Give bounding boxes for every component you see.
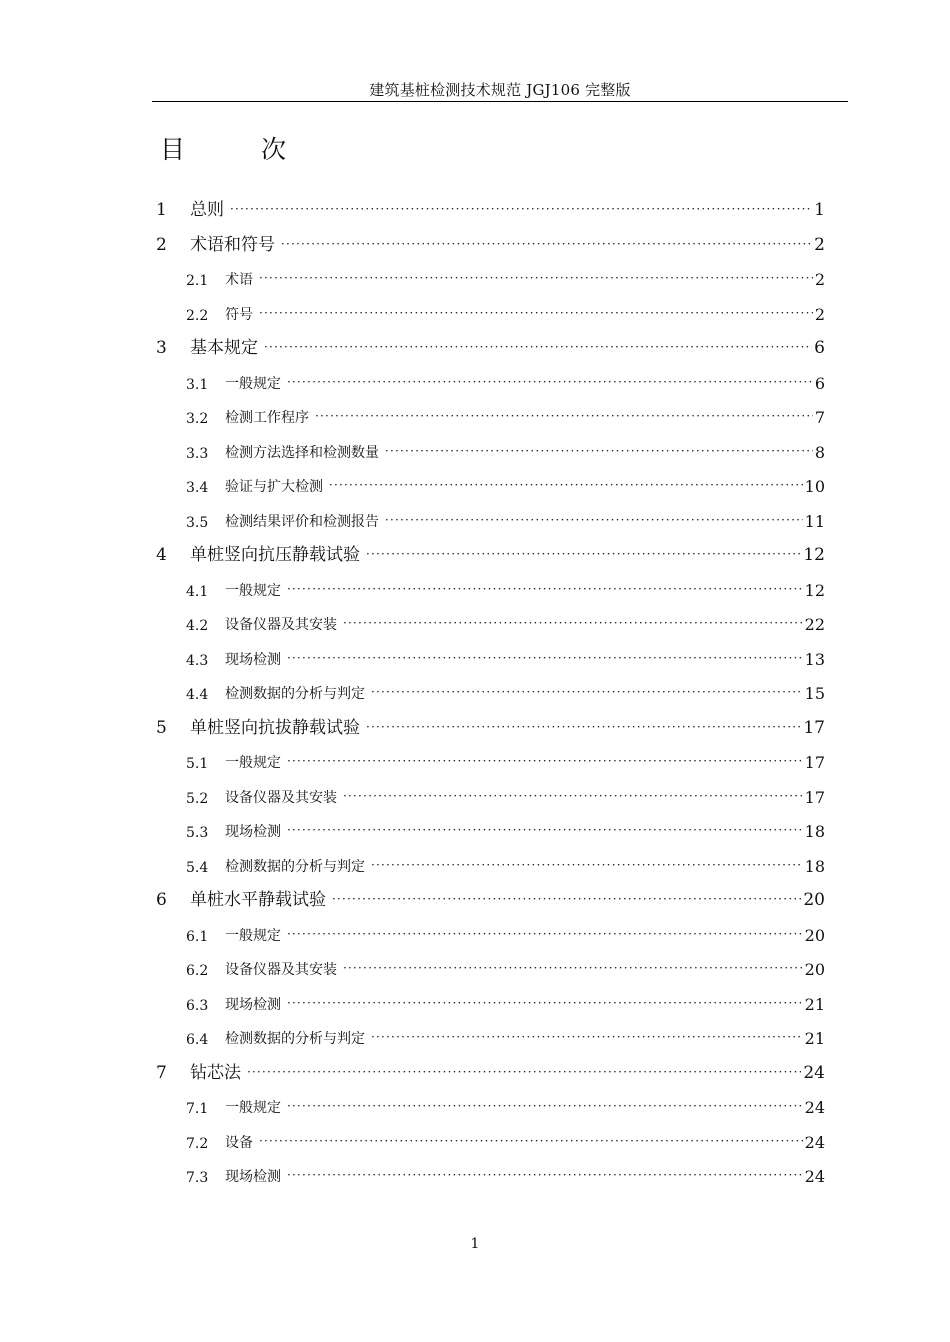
toc-entry-number: 5.4 <box>186 859 209 876</box>
toc-entry-number: 4.1 <box>186 583 209 600</box>
toc-section-row[interactable] <box>186 921 825 945</box>
toc-section-row[interactable] <box>186 679 825 703</box>
toc-entry-page: 21 <box>804 1029 825 1048</box>
toc-entry-number: 6.4 <box>186 1032 209 1048</box>
toc-entry-page: 24 <box>803 1062 825 1083</box>
toc-section-row[interactable] <box>186 507 825 531</box>
toc-chapter-row[interactable] <box>156 1057 825 1083</box>
toc-entry-title: 设备仪器及其安装 <box>225 962 337 978</box>
toc-entry-page: 21 <box>804 994 825 1014</box>
toc-entry-page: 2 <box>814 304 825 324</box>
toc-entry-number: 2 <box>156 234 167 255</box>
toc-entry-page: 18 <box>804 822 825 841</box>
toc-entry-title: 设备仪器及其安装 <box>225 789 337 806</box>
toc-chapter-row[interactable] <box>156 229 825 255</box>
dot-leader <box>287 1099 803 1113</box>
toc-entry-number: 6.2 <box>186 963 209 979</box>
toc-entry-page: 17 <box>804 787 825 807</box>
dot-leader <box>385 513 803 527</box>
toc-entry-title: 术语 <box>225 272 253 288</box>
toc-entry-title: 检测数据的分析与判定 <box>225 1031 365 1047</box>
toc-entry-title: 检测方法选择和检测数量 <box>225 444 379 461</box>
toc-entry-title: 单桩竖向抗压静载试验 <box>190 545 360 565</box>
toc-entry-number: 6 <box>156 890 167 910</box>
toc-entry-number: 3.5 <box>186 514 209 531</box>
dot-leader <box>287 375 813 389</box>
toc-section-row[interactable] <box>186 472 825 496</box>
toc-entry-title: 一般规定 <box>225 582 281 599</box>
toc-entry-page: 8 <box>814 442 825 462</box>
dot-leader <box>332 892 801 906</box>
dot-leader <box>287 1168 803 1182</box>
toc-entry-page: 20 <box>804 960 825 979</box>
dot-leader <box>343 961 803 975</box>
toc-section-row[interactable] <box>186 990 825 1014</box>
toc-entry-page: 2 <box>814 270 825 289</box>
dot-leader <box>371 1030 803 1044</box>
toc-entry-title: 单桩竖向抗拔静载试验 <box>190 717 360 738</box>
toc-entry-page: 15 <box>804 684 825 703</box>
toc-entry-number: 5.3 <box>186 825 209 841</box>
dot-leader <box>385 444 813 458</box>
toc-entry-title: 一般规定 <box>225 1100 281 1116</box>
toc-entry-page: 13 <box>804 649 825 669</box>
toc-entry-number: 3.4 <box>186 480 209 496</box>
toc-entry-page: 22 <box>804 615 825 634</box>
toc-entry-title: 现场检测 <box>225 1169 281 1185</box>
dot-leader <box>343 789 803 803</box>
dot-leader <box>371 858 803 872</box>
dot-leader <box>230 202 812 216</box>
dot-leader <box>366 720 801 734</box>
dot-leader <box>329 478 803 492</box>
toc-entry-title: 检测结果评价和检测报告 <box>225 513 379 530</box>
toc-entry-number: 7.1 <box>186 1101 209 1117</box>
toc-chapter-row[interactable] <box>156 539 825 565</box>
toc-section-row[interactable] <box>186 783 825 807</box>
toc-entry-page: 17 <box>803 717 825 738</box>
toc-entry-page: 18 <box>804 856 825 876</box>
toc-entry-title: 检测数据的分析与判定 <box>225 686 365 702</box>
toc-entry-title: 现场检测 <box>225 996 281 1013</box>
toc-entry-number: 7 <box>156 1062 167 1083</box>
toc-entry-number: 3.1 <box>186 376 209 393</box>
toc-entry-page: 2 <box>814 234 825 255</box>
toc-entry-page: 1 <box>814 200 825 220</box>
toc-entry-page: 12 <box>803 545 825 565</box>
toc-entry-number: 5 <box>156 717 167 738</box>
toc-entry-page: 7 <box>814 408 825 427</box>
toc-entry-page: 20 <box>803 890 825 910</box>
toc-entry-title: 检测数据的分析与判定 <box>225 858 365 875</box>
toc-entry-title: 一般规定 <box>225 755 281 771</box>
toc-entry-title: 设备 <box>225 1134 253 1151</box>
toc-entry-title: 单桩水平静载试验 <box>190 890 326 910</box>
toc-entry-page: 12 <box>804 580 825 600</box>
toc-entry-title: 检测工作程序 <box>225 410 309 426</box>
toc-entry-number: 3 <box>156 338 167 358</box>
toc-entry-title: 现场检测 <box>225 824 281 840</box>
running-header: 建筑基桩检测技术规范 JGJ106 完整版 <box>369 81 631 99</box>
toc-entry-number: 1 <box>156 200 167 220</box>
dot-leader <box>287 823 803 837</box>
toc-entry-title: 现场检测 <box>225 651 281 668</box>
toc-entry-number: 4.3 <box>186 652 209 669</box>
toc-entry-title: 术语和符号 <box>190 234 275 255</box>
toc-entry-title: 钻芯法 <box>190 1062 241 1083</box>
toc-entry-number: 5.1 <box>186 756 209 772</box>
toc-entry-number: 6.3 <box>186 997 209 1014</box>
toc-section-row[interactable] <box>186 748 825 772</box>
toc-entry-page: 6 <box>814 373 825 393</box>
toc-chapter-row[interactable] <box>156 884 825 910</box>
toc-entry-page: 17 <box>804 753 825 772</box>
toc-entry-number: 4.2 <box>186 618 209 634</box>
toc-section-row[interactable] <box>186 438 825 462</box>
toc-section-row[interactable] <box>186 403 825 427</box>
toc-section-row[interactable] <box>186 645 825 669</box>
header-rule <box>152 101 848 102</box>
toc-entry-number: 6.1 <box>186 928 209 945</box>
toc-title: 目 次 <box>160 135 320 164</box>
toc-section-row[interactable] <box>186 1162 825 1186</box>
dot-leader <box>287 754 803 768</box>
toc-entry-title: 验证与扩大检测 <box>225 479 323 495</box>
dot-leader <box>281 237 812 251</box>
toc-entry-number: 7.3 <box>186 1170 209 1186</box>
toc-section-row[interactable] <box>186 300 825 324</box>
dot-leader <box>287 651 803 665</box>
toc-section-row[interactable] <box>186 955 825 979</box>
toc-entry-title: 基本规定 <box>190 338 258 358</box>
toc-chapter-row[interactable] <box>156 332 825 358</box>
page-number: 1 <box>470 1236 480 1252</box>
toc-section-row[interactable] <box>186 1024 825 1048</box>
dot-leader <box>366 547 801 561</box>
toc-section-row[interactable] <box>186 852 825 876</box>
toc-entry-number: 3.3 <box>186 445 209 462</box>
dot-leader <box>259 306 813 320</box>
toc-entry-page: 24 <box>804 1098 825 1117</box>
toc-entry-page: 20 <box>804 925 825 945</box>
toc-chapter-row[interactable] <box>156 194 825 220</box>
dot-leader <box>264 340 812 354</box>
toc-entry-number: 2.2 <box>186 307 209 324</box>
toc-entry-number: 2.1 <box>186 273 209 289</box>
toc-section-row[interactable] <box>186 265 825 289</box>
toc-section-row[interactable] <box>186 1128 825 1152</box>
toc-entry-page: 24 <box>804 1132 825 1152</box>
toc-entry-number: 4 <box>156 545 167 565</box>
toc-entry-number: 3.2 <box>186 411 209 427</box>
toc-entry-title: 设备仪器及其安装 <box>225 617 337 633</box>
toc-entry-page: 10 <box>804 477 825 496</box>
toc-entry-number: 4.4 <box>186 687 209 703</box>
dot-leader <box>371 685 803 699</box>
dot-leader <box>247 1065 801 1079</box>
dot-leader <box>287 582 803 596</box>
toc-section-row[interactable] <box>186 817 825 841</box>
toc-entry-page: 11 <box>804 511 825 531</box>
toc-section-row[interactable] <box>186 1093 825 1117</box>
dot-leader <box>315 409 813 423</box>
toc-chapter-row[interactable] <box>156 712 825 738</box>
toc-entry-page: 24 <box>804 1167 825 1186</box>
toc-entry-title: 总则 <box>190 200 224 220</box>
dot-leader <box>343 616 803 630</box>
toc-entry-number: 5.2 <box>186 790 209 807</box>
dot-leader <box>259 271 813 285</box>
toc-section-row[interactable] <box>186 610 825 634</box>
toc-entry-title: 一般规定 <box>225 927 281 944</box>
toc-section-row[interactable] <box>186 576 825 600</box>
toc-entry-title: 一般规定 <box>225 375 281 392</box>
toc-entry-page: 6 <box>814 338 825 358</box>
toc-entry-title: 符号 <box>225 306 253 323</box>
dot-leader <box>287 927 803 941</box>
toc-section-row[interactable] <box>186 369 825 393</box>
dot-leader <box>287 996 803 1010</box>
dot-leader <box>259 1134 803 1148</box>
toc-entry-number: 7.2 <box>186 1135 209 1152</box>
